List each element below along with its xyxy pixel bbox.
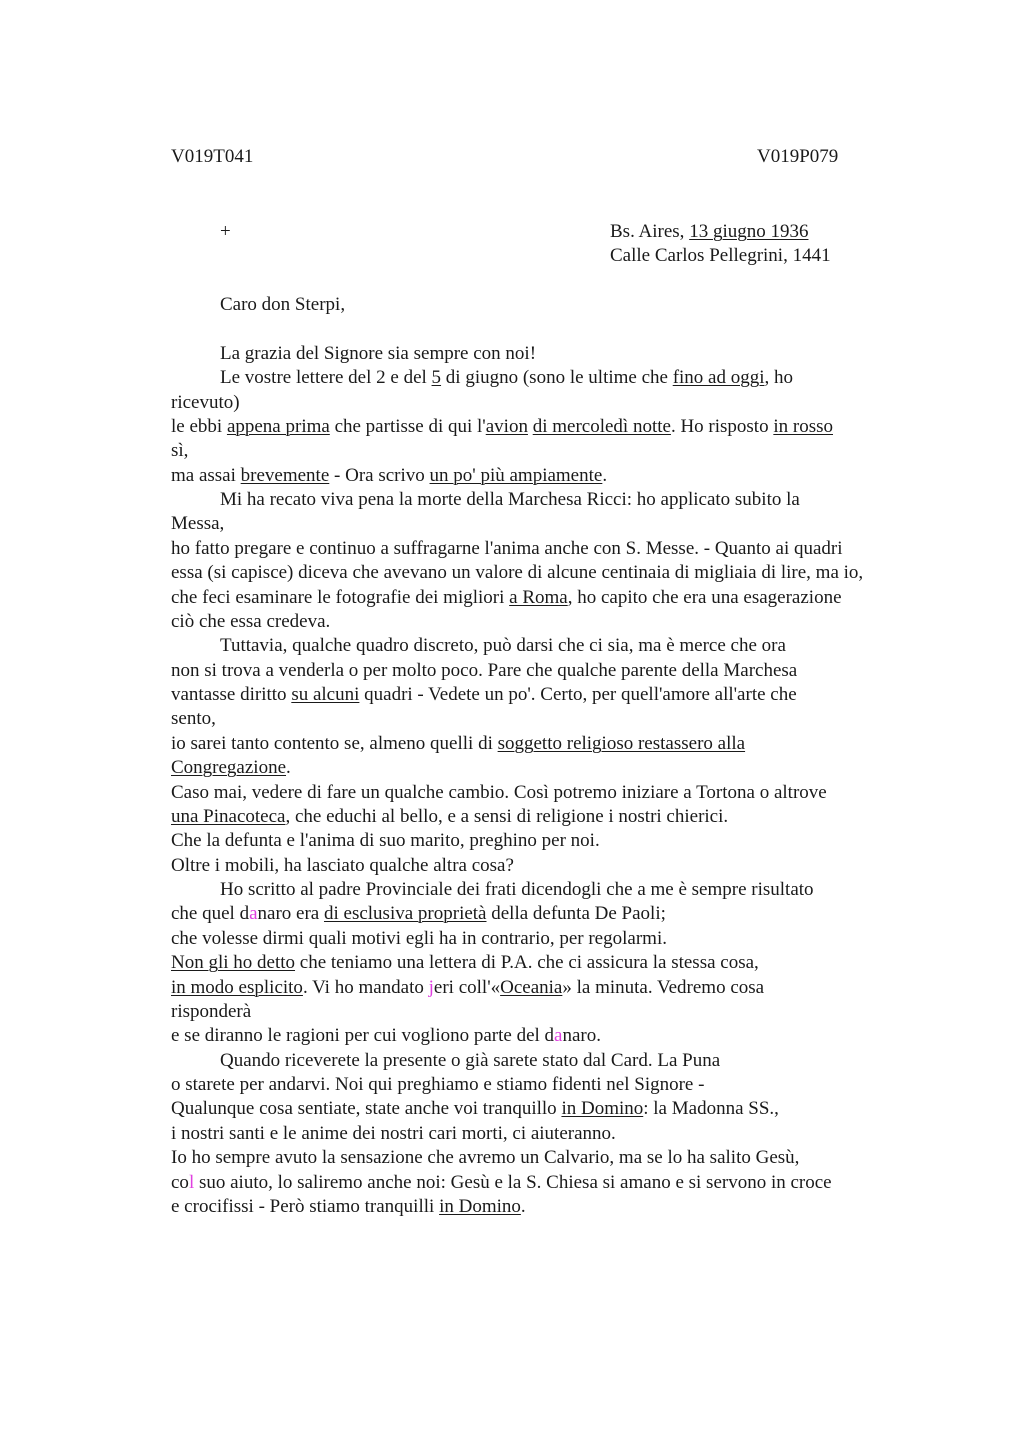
underlined-text: Congregazione xyxy=(171,757,287,778)
body-line xyxy=(171,391,240,415)
body-line xyxy=(171,1195,526,1219)
body-line xyxy=(171,829,600,853)
body-line xyxy=(171,805,728,829)
text-run: Caso mai, vedere di fare un qualche cambio. Così potremo iniziare a Tortona o altrove xyxy=(171,782,827,803)
text-run: Le vostre lettere del 2 e del xyxy=(220,367,432,388)
body-line xyxy=(171,1122,616,1146)
cross-symbol: + xyxy=(220,221,231,242)
text-run: o starete per andarvi. Noi qui preghiamo e stiamo fidenti nel Signore - xyxy=(171,1074,705,1095)
text-run: non si trova a venderla o per molto poco. Pare che qualche parente della Marchesa xyxy=(171,660,798,681)
text-run: ma assai xyxy=(171,465,241,486)
text-run: di giugno (sono le ultime che xyxy=(441,367,673,388)
underlined-text: su alcuni xyxy=(291,684,360,705)
body-line xyxy=(171,854,514,878)
underlined-text: 5 xyxy=(431,367,442,388)
text-run: . xyxy=(286,757,291,778)
body-line xyxy=(171,732,745,756)
text-run: quadri - Vedete un po'. Certo, per quell'amore all'arte che xyxy=(359,684,797,705)
text-run: che feci esaminare le fotografie dei migliori xyxy=(171,587,510,608)
body-line xyxy=(171,707,216,731)
text-run: e crocifissi - Però stiamo tranquilli xyxy=(171,1196,440,1217)
underlined-text: brevemente xyxy=(240,465,330,486)
text-run: naro era xyxy=(257,903,324,924)
text-run: ciò che essa credeva. xyxy=(171,611,331,632)
text-run: eri coll'« xyxy=(433,977,501,998)
text-run: suo aiuto, lo saliremo anche noi: Gesù e la S. Chiesa si amano e si servono in croce xyxy=(194,1172,832,1193)
underlined-text: Oceania xyxy=(500,977,563,998)
text-run: Io ho sempre avuto la sensazione che avremo un Calvario, ma se lo ha salito Gesù, xyxy=(171,1147,800,1168)
body-line xyxy=(171,683,797,707)
body-line xyxy=(220,342,536,366)
text-run: . xyxy=(520,1196,526,1217)
text-run: che volesse dirmi quali motivi egli ha in contrario, per regolarmi. xyxy=(171,928,667,949)
salutation: Caro don Sterpi, xyxy=(220,294,346,315)
text-run: » la minuta. Vedremo cosa xyxy=(562,977,765,998)
body-line xyxy=(171,610,330,634)
dateline-place: Bs. Aires, xyxy=(610,221,690,242)
text-run: i nostri santi e le anime dei nostri cari morti, ci aiuteranno. xyxy=(171,1123,616,1144)
body-line xyxy=(171,1000,251,1024)
body-line xyxy=(171,1097,779,1121)
text-run: essa (si capisce) diceva che avevano un valore di alcune centinaia di migliaia di lire, ma io, xyxy=(171,562,864,583)
underlined-text: di esclusiva proprietà xyxy=(323,903,487,924)
body-line xyxy=(220,1049,720,1073)
dateline xyxy=(610,220,808,244)
body-line xyxy=(171,976,764,1000)
body-line xyxy=(171,439,188,463)
dateline-address: Calle Carlos Pellegrini, 1441 xyxy=(610,245,831,266)
body-line xyxy=(171,756,291,780)
body-line xyxy=(171,1146,799,1170)
underlined-text: in rosso xyxy=(773,416,833,437)
highlighted-letter: a xyxy=(554,1025,563,1046)
text-run: . Ho risposto xyxy=(670,416,774,437)
body-line xyxy=(171,902,666,926)
text-run: co xyxy=(171,1172,189,1193)
underlined-text: fino ad oggi xyxy=(672,367,765,388)
text-run: - Ora scrivo xyxy=(329,465,430,486)
body-line xyxy=(171,951,759,975)
text-run: Messa, xyxy=(171,513,225,534)
text-run: ricevuto) xyxy=(171,392,240,413)
body-line xyxy=(171,512,224,536)
text-run: Che la defunta e l'anima di suo marito, preghino per noi. xyxy=(171,830,600,851)
dateline-date: 13 giugno 1936 xyxy=(689,221,809,242)
text-run: Qualunque cosa sentiate, state anche voi tranquillo xyxy=(171,1098,562,1119)
right-archive-code: V019P079 xyxy=(757,146,839,167)
body-line xyxy=(171,415,833,439)
body-line xyxy=(171,659,797,683)
underlined-text: un po' più ampiamente xyxy=(429,465,603,486)
text-run: naro. xyxy=(562,1025,601,1046)
underlined-text: di mercoledì notte xyxy=(532,416,671,437)
underlined-text: Non gli ho detto xyxy=(171,952,296,973)
text-run: che quel d xyxy=(171,903,250,924)
text-run: . xyxy=(602,465,608,486)
body-line xyxy=(171,927,667,951)
text-run: io sarei tanto contento se, almeno quelli di xyxy=(171,733,498,754)
highlighted-letter: j xyxy=(428,977,434,998)
text-run: vantasse diritto xyxy=(171,684,292,705)
text-run: : la Madonna SS., xyxy=(643,1098,779,1119)
text-run: , che educhi al bello, e a sensi di religione i nostri chierici. xyxy=(285,806,729,827)
text-run: La grazia del Signore sia sempre con noi! xyxy=(220,343,537,364)
text-run: risponderà xyxy=(171,1001,252,1022)
text-run: Tuttavia, qualche quadro discreto, può darsi che ci sia, ma è merce che ora xyxy=(220,635,786,656)
underlined-text: una Pinacoteca xyxy=(171,806,286,827)
body-line xyxy=(171,1024,601,1048)
text-run: sento, xyxy=(171,708,216,729)
highlighted-letter: l xyxy=(188,1172,195,1193)
body-line xyxy=(171,464,607,488)
underlined-text: soggetto religioso restassero alla xyxy=(497,733,746,754)
body-line xyxy=(220,366,793,390)
text-run: della defunta De Paoli; xyxy=(486,903,666,924)
text-run: ho fatto pregare e continuo a suffragarne l'anima anche con S. Messe. - Quanto ai quadri xyxy=(171,538,843,559)
text-run: , ho capito che era una esagerazione xyxy=(567,587,842,608)
underlined-text: appena prima xyxy=(226,416,330,437)
text-run: le ebbi xyxy=(171,416,227,437)
text-run: che teniamo una lettera di P.A. che ci assicura la stessa cosa, xyxy=(295,952,759,973)
body-line xyxy=(171,1073,704,1097)
text-run: sì, xyxy=(171,440,189,461)
text-run: che partisse di qui l' xyxy=(329,416,486,437)
highlighted-letter: a xyxy=(249,903,258,924)
body-line xyxy=(171,537,843,561)
underlined-text: in Domino xyxy=(439,1196,521,1217)
body-line xyxy=(220,878,814,902)
text-run: Ho scritto al padre Provinciale dei frati dicendogli che a me è sempre risultato xyxy=(220,879,814,900)
underlined-text: avion xyxy=(485,416,528,437)
underlined-text: in modo esplicito xyxy=(171,977,303,998)
underlined-text: in Domino xyxy=(561,1098,644,1119)
text-run: . Vi ho mandato xyxy=(302,977,429,998)
text-run: , ho xyxy=(764,367,794,388)
body-line xyxy=(171,561,863,585)
text-run: Oltre i mobili, ha lasciato qualche altra cosa? xyxy=(171,855,514,876)
body-line xyxy=(220,488,800,512)
body-line xyxy=(171,586,842,610)
body-line xyxy=(220,634,786,658)
text-run: e se diranno le ragioni per cui vogliono parte del d xyxy=(171,1025,555,1046)
body-line xyxy=(171,1171,832,1195)
underlined-text: a Roma xyxy=(509,587,568,608)
body-line xyxy=(171,781,827,805)
text-run: Mi ha recato viva pena la morte della Marchesa Ricci: ho applicato subito la xyxy=(220,489,800,510)
left-archive-code: V019T041 xyxy=(171,146,254,167)
text-run: Quando riceverete la presente o già sarete stato dal Card. La Puna xyxy=(220,1050,721,1071)
